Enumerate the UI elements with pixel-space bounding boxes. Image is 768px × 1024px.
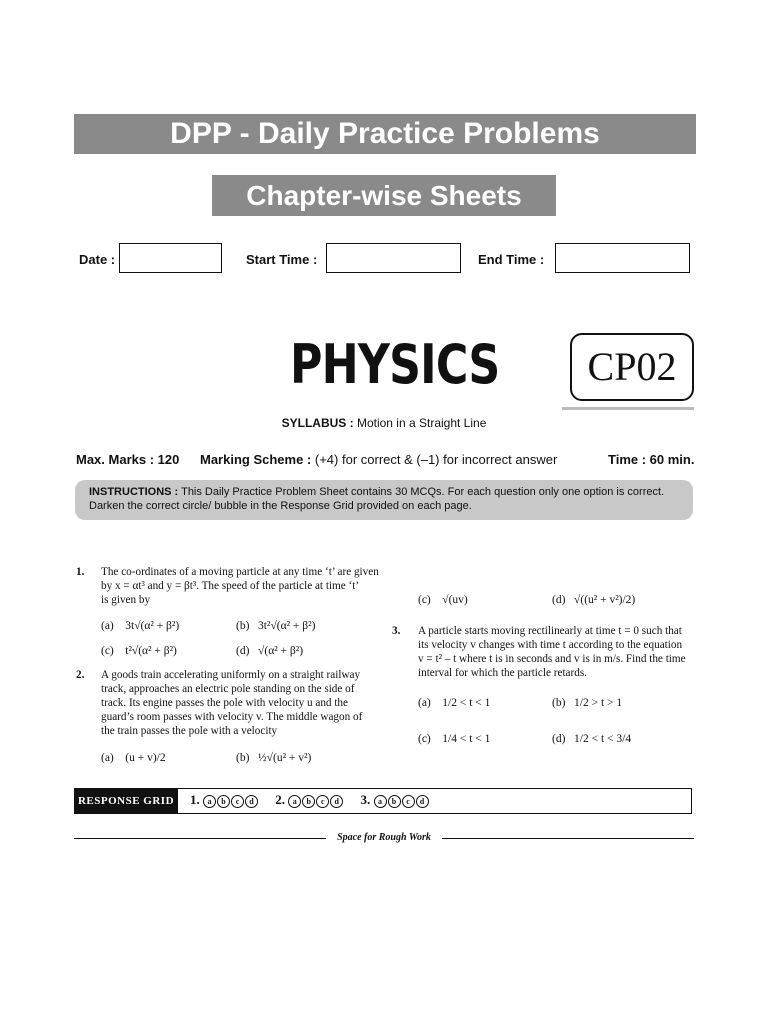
option-b: (b) ½√(u² + v²): [236, 752, 312, 764]
bubble-a[interactable]: a: [203, 795, 216, 808]
subtitle-banner: Chapter-wise Sheets: [212, 175, 556, 216]
bubble-b[interactable]: b: [302, 795, 315, 808]
end-time-field[interactable]: [555, 243, 690, 273]
option-value: 1/2 > t > 1: [574, 697, 623, 709]
subject-title: PHYSICS: [290, 333, 500, 396]
option-c: (c) √(uv): [418, 594, 468, 606]
bubble-d[interactable]: d: [416, 795, 429, 808]
bubble-c[interactable]: c: [316, 795, 329, 808]
marking-scheme: [200, 452, 557, 467]
option-a: (a) 1/2 < t < 1: [418, 697, 491, 709]
question-line: track, approaches an electric pole standing on the side of: [101, 683, 355, 695]
option-d: (d) √((u² + v²)/2): [552, 594, 636, 606]
grid-question-number: 3.: [360, 792, 371, 807]
option-value: 3t²√(α² + β²): [258, 620, 316, 632]
bubble-c[interactable]: c: [402, 795, 415, 808]
question-line: The co-ordinates of a moving particle at any time ‘t’ are given: [101, 566, 379, 578]
question-line: track. Its engine passes the pole with velocity u and the: [101, 697, 348, 709]
option-value: 1/2 < t < 1: [442, 697, 491, 709]
grid-question-number: 1.: [190, 792, 200, 807]
divider-right: [442, 838, 694, 839]
code-underline: [562, 407, 694, 410]
option-a: (a) 3t√(α² + β²): [101, 620, 180, 632]
date-label: Date :: [79, 252, 116, 267]
option-a: (a) (u + v)/2: [101, 752, 166, 764]
option-c: (c) t²√(α² + β²): [101, 645, 177, 657]
bubble-d[interactable]: d: [245, 795, 258, 808]
question-line: A particle starts moving rectilinearly at time t = 0 such that: [418, 625, 682, 637]
question-line: guard’s room passes with velocity v. The middle wagon of: [101, 711, 363, 723]
option-d: (d) 1/2 < t < 3/4: [552, 733, 632, 745]
marking-scheme-label: Marking Scheme :: [200, 452, 312, 467]
option-b: (b) 3t²√(α² + β²): [236, 620, 316, 632]
option-value: 1/4 < t < 1: [442, 733, 491, 745]
syllabus-label: SYLLABUS :: [281, 416, 354, 430]
start-time-label: Start Time :: [246, 252, 318, 267]
question-line: the train passes the pole with a velocity: [101, 725, 278, 737]
bubble-a[interactable]: a: [374, 795, 387, 808]
option-value: 1/2 < t < 3/4: [574, 733, 632, 745]
option-value: t²√(α² + β²): [125, 645, 177, 657]
question-text: [418, 624, 698, 680]
option-value: ½√(u² + v²): [258, 752, 312, 764]
option-b: (b) 1/2 > t > 1: [552, 697, 623, 709]
bubble-b[interactable]: b: [388, 795, 401, 808]
question-number: 3.: [392, 625, 401, 637]
chapter-code-badge: CP02: [570, 333, 694, 401]
instructions-text: This Daily Practice Problem Sheet contains 30 MCQs. For each question only one option is correct. Darken the correct circle/ bubble in the Response Grid provided on each page.: [89, 486, 665, 512]
max-marks: Max. Marks : 120: [76, 452, 180, 467]
option-value: √(uv): [442, 594, 468, 606]
option-d: (d) √(α² + β²): [236, 645, 304, 657]
option-c: (c) 1/4 < t < 1: [418, 733, 491, 745]
option-value: √((u² + v²)/2): [574, 594, 636, 606]
question-number: 1.: [76, 566, 85, 578]
question-line: v = t² – t where t is in seconds and v is in m/s. Find the time: [418, 653, 686, 665]
question-line: its velocity v changes with time t according to the equation: [418, 639, 683, 651]
time-limit: Time : 60 min.: [608, 452, 695, 467]
bubble-a[interactable]: a: [288, 795, 301, 808]
instructions-label: INSTRUCTIONS :: [89, 486, 179, 498]
response-grid-items: [190, 792, 430, 808]
question-number: 2.: [76, 669, 85, 681]
question-line: by x = αt³ and y = βt³. The speed of the particle at time ‘t’: [101, 580, 360, 592]
bubble-b[interactable]: b: [217, 795, 230, 808]
question-line: interval for which the particle retards.: [418, 667, 587, 679]
question-line: is given by: [101, 594, 151, 606]
response-grid-label: RESPONSE GRID: [74, 788, 178, 814]
bubble-d[interactable]: d: [330, 795, 343, 808]
grid-question-number: 2.: [275, 792, 285, 807]
question-text: [101, 565, 381, 607]
syllabus-value: Motion in a Straight Line: [356, 416, 487, 430]
instructions-box: [75, 480, 693, 520]
option-value: √(α² + β²): [258, 645, 304, 657]
rough-work-label: Space for Rough Work: [337, 832, 431, 843]
question-text: [101, 668, 386, 738]
end-time-label: End Time :: [478, 252, 545, 267]
option-value: 3t√(α² + β²): [125, 620, 180, 632]
syllabus-line: [0, 416, 768, 430]
start-time-field[interactable]: [326, 243, 461, 273]
option-value: (u + v)/2: [125, 752, 166, 764]
question-line: A goods train accelerating uniformly on a straight railway: [101, 669, 361, 681]
marking-scheme-value: (+4) for correct & (–1) for incorrect answer: [314, 452, 558, 467]
bubble-c[interactable]: c: [231, 795, 244, 808]
date-field[interactable]: [119, 243, 222, 273]
page-title-banner: DPP - Daily Practice Problems: [74, 114, 696, 154]
